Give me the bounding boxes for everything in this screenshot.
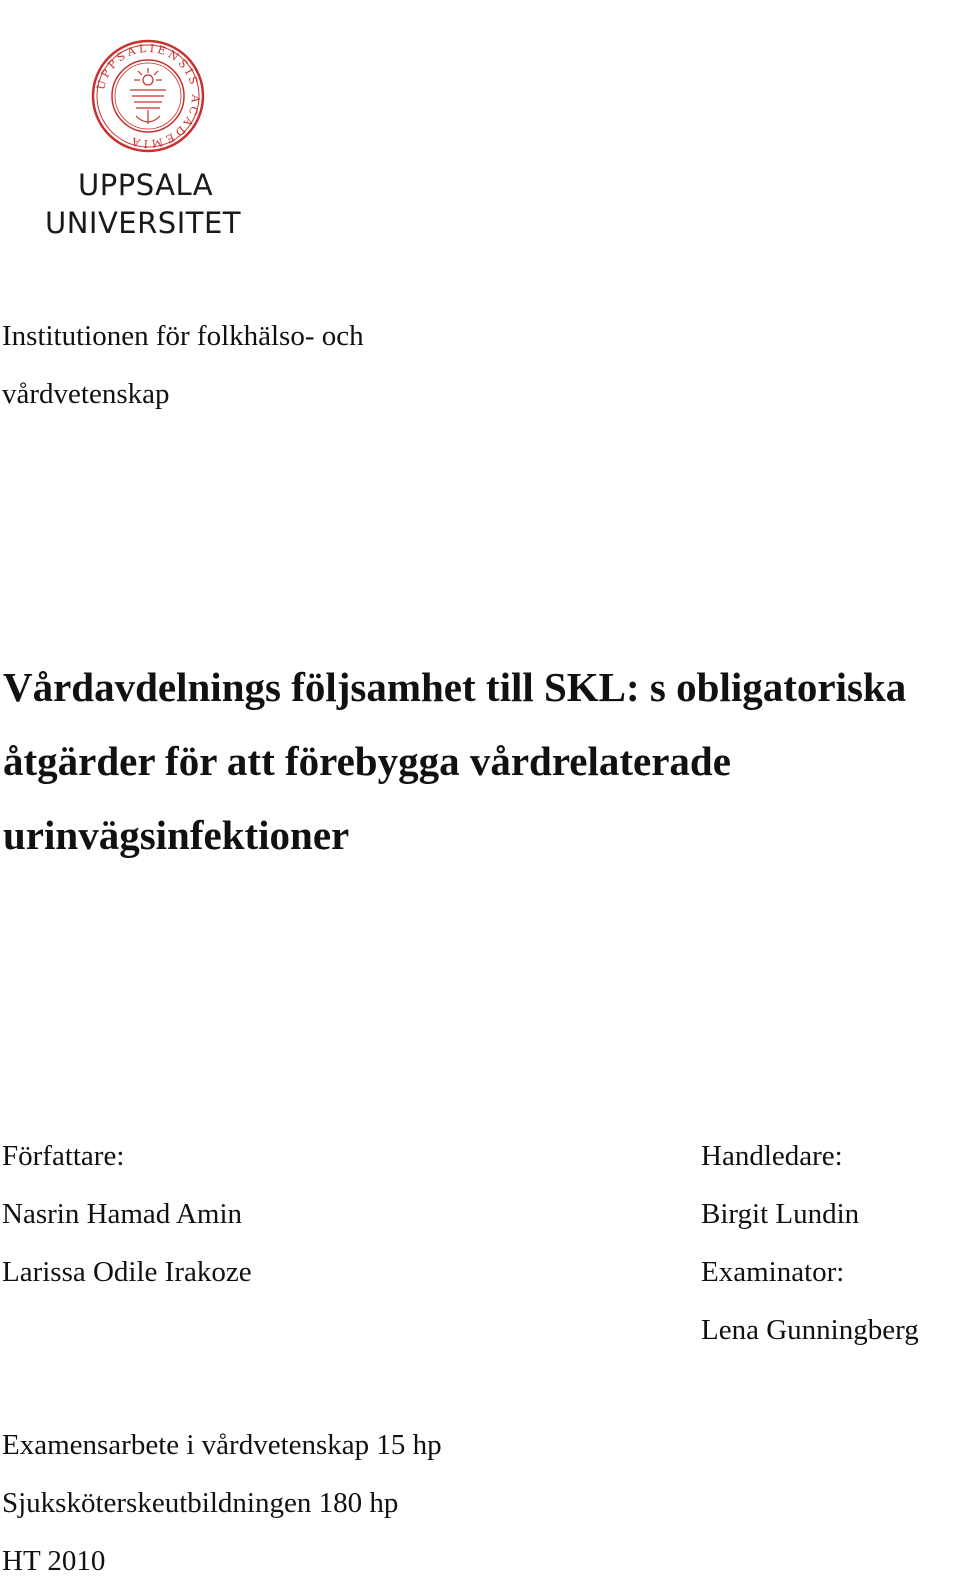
svg-text:UPPSALIENSIS ACADEMIA: UPPSALIENSIS ACADEMIA	[94, 41, 203, 151]
logo-line-uppsala: UPPSALA	[78, 168, 214, 202]
term-line: HT 2010	[2, 1545, 106, 1577]
authors-block	[2, 1127, 252, 1301]
authors-label: Författare:	[2, 1140, 125, 1172]
department-line: vårdvetenskap	[2, 378, 170, 410]
department-line: Institutionen för folkhälso- och	[2, 320, 364, 352]
title-line: åtgärder för att förebygga vårdrelaterade	[3, 738, 731, 784]
logo-line-universitet: UNIVERSITET	[45, 206, 241, 240]
supervisor-label: Handledare:	[701, 1140, 843, 1172]
author-name: Nasrin Hamad Amin	[2, 1198, 243, 1230]
author-name: Larissa Odile Irakoze	[2, 1256, 252, 1288]
supervisor-name: Birgit Lundin	[701, 1198, 860, 1230]
supervision-block	[701, 1127, 919, 1359]
thesis-title	[3, 650, 906, 872]
course-info	[2, 1416, 442, 1590]
course-line: Examensarbete i vårdvetenskap 15 hp	[2, 1429, 442, 1461]
program-line: Sjuksköterskeutbildningen 180 hp	[2, 1487, 399, 1519]
title-line: urinvägsinfektioner	[3, 812, 350, 858]
examiner-name: Lena Gunningberg	[701, 1314, 919, 1346]
uppsala-university-seal-icon	[90, 38, 206, 154]
department-name	[2, 307, 364, 423]
examiner-label: Examinator:	[701, 1256, 845, 1288]
university-logo	[40, 38, 260, 248]
title-line: Vårdavdelnings följsamhet till SKL: s obligatoriska	[3, 664, 907, 710]
